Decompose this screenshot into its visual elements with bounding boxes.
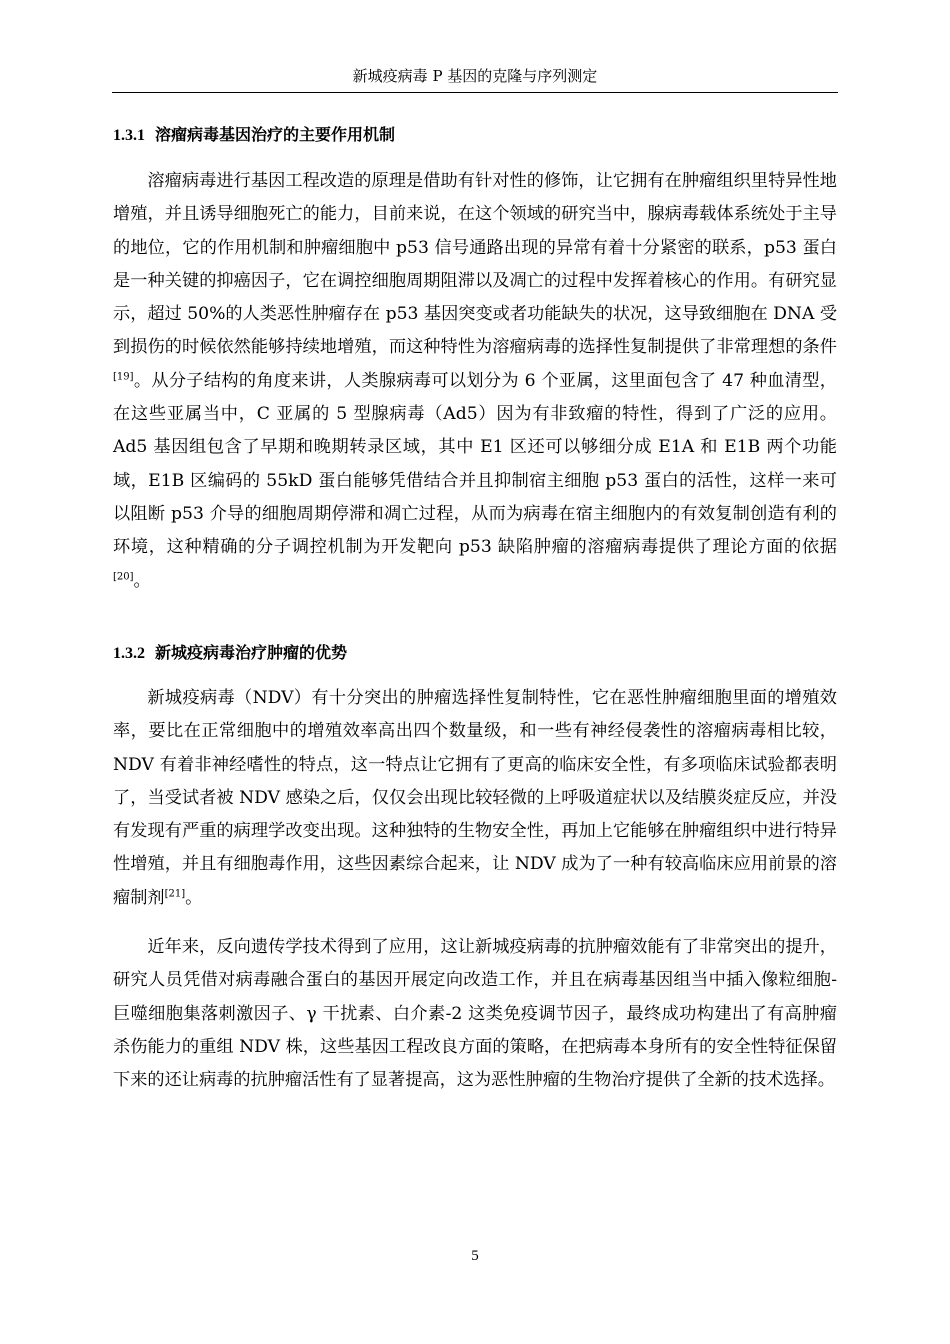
- citation-ref: [21]: [164, 888, 186, 900]
- paragraph-text: 。: [185, 887, 203, 908]
- paragraph-text: 。: [133, 570, 151, 591]
- body-paragraph: [113, 931, 837, 1097]
- paragraph-text: 近年来，反向遗传学技术得到了应用，这让新城疫病毒的抗肿瘤效能有了非常突出的提升，研究人员凭借对病毒融合蛋白的基因开展定向改造工作，并且在病毒基因组当中插入像粒细胞-巨噬细胞集落刺激因子、γ 干扰素、白介素-2 这类免疫调节因子，最终成功构建出了有高肿瘤杀伤能力的重组 NDV 株，这些基因工程改良方面的策略，在把病毒本身所有的安全性特征保留下来的还让病毒的抗肿瘤活性有了显著提高，这为恶性肿瘤的生物治疗提供了全新的技术选择。: [113, 937, 837, 1091]
- paragraph-text: 新城疫病毒（NDV）有十分突出的肿瘤选择性复制特性，它在恶性肿瘤细胞里面的增殖效率，要比在正常细胞中的增殖效率高出四个数量级，和一些有神经侵袭性的溶瘤病毒相比较，NDV 有着非神经嗜性的特点，这一特点让它拥有了更高的临床安全性，有多项临床试验都表明了，当受试者被 NDV 感染之后，仅仅会出现比较轻微的上呼吸道症状以及结膜炎症反应，并没有发现有严重的病理学改变出现。这种独特的生物安全性，再加上它能够在肿瘤组织中进行特异性增殖，并且有细胞毒作用，这些因素综合起来，让 NDV 成为了一种有较高临床应用前景的溶瘤制剂: [113, 688, 837, 908]
- section-title: 溶瘤病毒基因治疗的主要作用机制: [155, 125, 396, 144]
- section-heading-1-3-2: [113, 641, 347, 666]
- paragraph-text: 溶瘤病毒进行基因工程改造的原理是借助有针对性的修饰，让它拥有在肿瘤组织里特异性地增殖，并且诱导细胞死亡的能力，目前来说，在这个领域的研究当中，腺病毒载体系统处于主导的地位，它的作用机制和肿瘤细胞中 p53 信号通路出现的异常有着十分紧密的联系，p53 蛋白是一种关键的抑癌因子，它在调控细胞周期阻滞以及凋亡的过程中发挥着核心的作用。有研究显示，超过 50%的人类恶性肿瘤存在 p53 基因突变或者功能缺失的状况，这导致细胞在 DNA 受到损伤的时候依然能够持续地增殖，而这种特性为溶瘤病毒的选择性复制提供了非常理想的条件: [113, 171, 838, 358]
- section-number: 1.3.1: [113, 127, 145, 144]
- section-heading-1-3-1: [113, 123, 395, 148]
- section-number: 1.3.2: [113, 645, 145, 662]
- paragraph-text: 。从分子结构的角度来讲，人类腺病毒可以划分为 6 个亚属，这里面包含了 47 种血清型，在这些亚属当中，C 亚属的 5 型腺病毒（Ad5）因为有非致瘤的特性，得到了广泛的应用。Ad5 基因组包含了早期和晚期转录区域，其中 E1 区还可以够细分成 E1A 和 E1B 两个功能域，E1B 区编码的 55kD 蛋白能够凭借结合并且抑制宿主细胞 p53 蛋白的活性，这样一来可以阻断 p53 介导的细胞周期停滞和凋亡过程，从而为病毒在宿主细胞内的有效复制创造有利的环境，这种精确的分子调控机制为开发靶向 p53 缺陷肿瘤的溶瘤病毒提供了理论方面的依据: [113, 370, 837, 558]
- body-paragraph: [113, 165, 837, 598]
- section-title: 新城疫病毒治疗肿瘤的优势: [155, 643, 348, 662]
- body-paragraph: [113, 682, 837, 915]
- header-rule: [112, 92, 838, 93]
- page-number: 5: [471, 1248, 479, 1264]
- citation-ref: [19]: [113, 371, 134, 383]
- running-header: 新城疫病毒 P 基因的克隆与序列测定: [352, 67, 598, 85]
- citation-ref: [20]: [113, 570, 134, 582]
